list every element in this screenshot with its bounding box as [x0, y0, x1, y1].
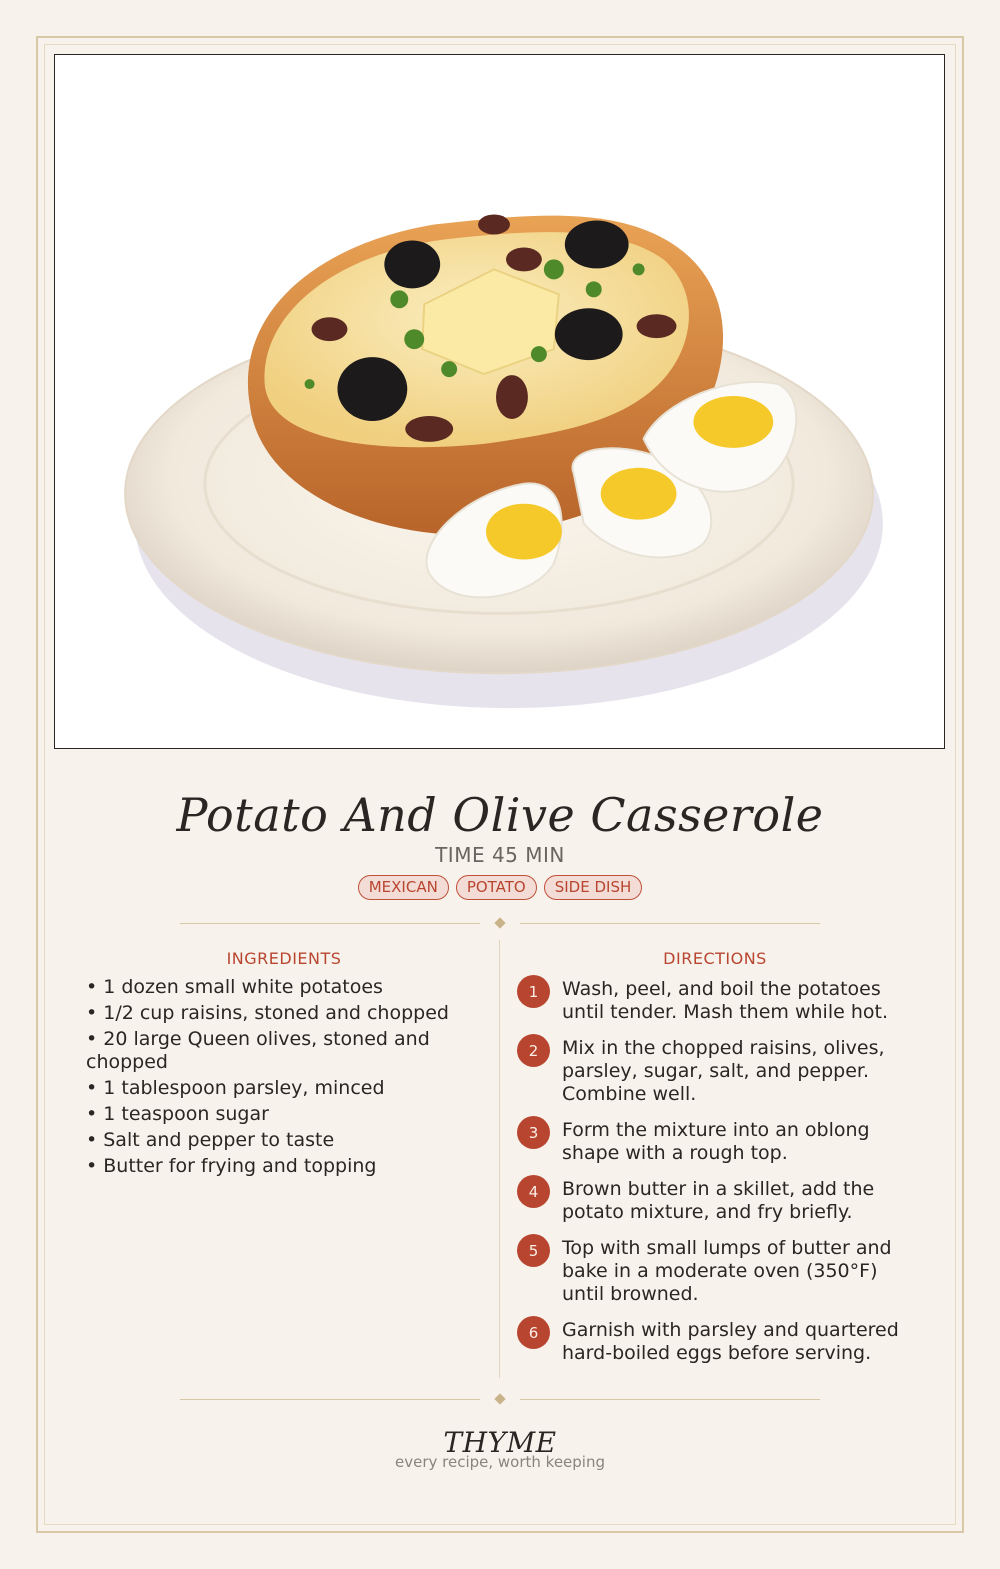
list-item: • 20 large Queen olives, stoned and chopped [86, 1028, 430, 1073]
direction-step [517, 1315, 917, 1365]
cook-time: TIME 45 MIN [435, 843, 565, 867]
step-number: 1 [517, 975, 550, 1008]
brand-logo: THYME [443, 1426, 557, 1459]
direction-step [517, 974, 917, 1024]
directions-list [517, 974, 917, 1374]
step-text: Wash, peel, and boil the potatoes until tender. Mash them while hot. [562, 978, 888, 1023]
direction-step [517, 1233, 917, 1306]
tag-list [0, 875, 1000, 900]
direction-step [517, 1115, 917, 1165]
list-item: • Butter for frying and topping [86, 1155, 377, 1177]
list-item: • 1 teaspoon sugar [86, 1103, 269, 1125]
directions-heading: DIRECTIONS [663, 949, 767, 968]
column-divider [499, 940, 500, 1378]
step-number: 2 [517, 1034, 550, 1067]
step-number: 6 [517, 1316, 550, 1349]
top-divider [180, 918, 820, 930]
step-text: Brown butter in a skillet, add the potato mixture, and fry briefly. [562, 1178, 875, 1223]
step-text: Top with small lumps of butter and bake in a moderate oven (350°F) until browned. [562, 1237, 892, 1305]
diamond-ornament-icon [494, 917, 505, 928]
bottom-divider [180, 1394, 820, 1406]
ingredients-heading: INGREDIENTS [226, 949, 342, 968]
list-item: • 1 tablespoon parsley, minced [86, 1077, 385, 1099]
step-number: 3 [517, 1116, 550, 1149]
list-item: • 1 dozen small white potatoes [86, 976, 383, 998]
direction-step [517, 1174, 917, 1224]
tag-mexican[interactable]: MEXICAN [358, 875, 449, 900]
direction-step [517, 1033, 917, 1106]
step-number: 5 [517, 1234, 550, 1267]
list-item: • 1/2 cup raisins, stoned and chopped [86, 1002, 449, 1024]
brand-tagline: every recipe, worth keeping [394, 1453, 605, 1471]
ingredients-list [86, 976, 466, 1181]
recipe-photo [54, 54, 945, 749]
tag-side-dish[interactable]: SIDE DISH [544, 875, 643, 900]
recipe-title: Potato And Olive Casserole [176, 788, 824, 842]
step-number: 4 [517, 1175, 550, 1208]
step-text: Form the mixture into an oblong shape with a rough top. [562, 1119, 870, 1164]
diamond-ornament-icon [494, 1393, 505, 1404]
step-text: Garnish with parsley and quartered hard-boiled eggs before serving. [562, 1319, 899, 1364]
tag-potato[interactable]: POTATO [456, 875, 537, 900]
step-text: Mix in the chopped raisins, olives, parsley, sugar, salt, and pepper. Combine well. [562, 1037, 885, 1105]
list-item: • Salt and pepper to taste [86, 1129, 335, 1151]
